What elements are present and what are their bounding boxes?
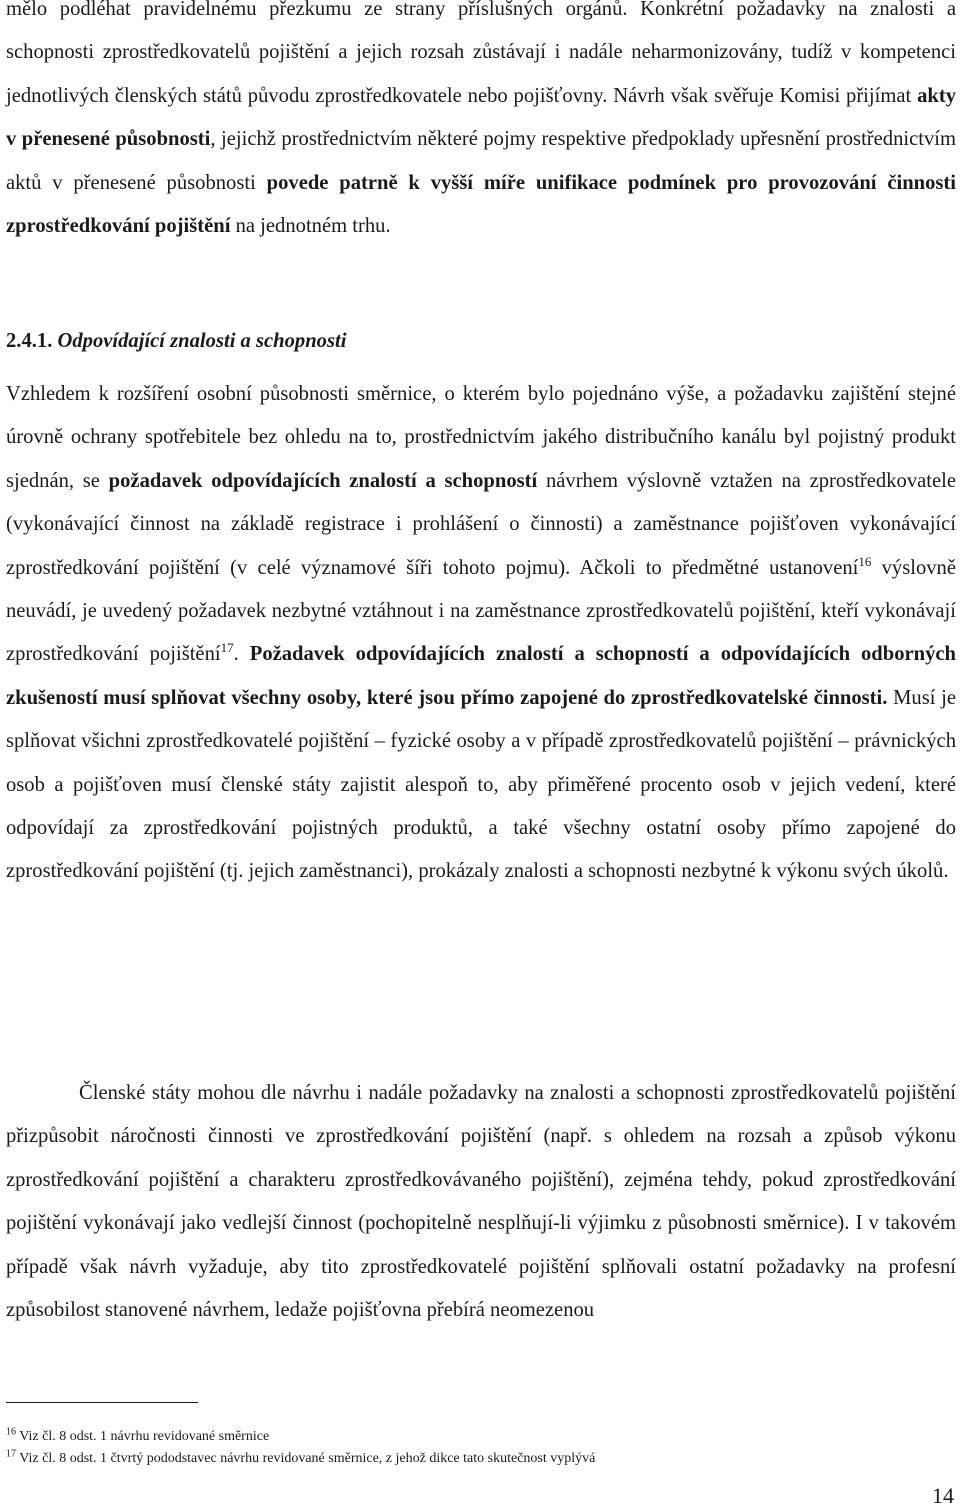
footnote-ref: 16 [858, 553, 872, 569]
bold-text: Požadavek odpovídajících znalostí a schopností a odpovídajících odborných zkušeností musí splňovat všechny osoby, které jsou přímo zapojené do zprostředkovatelské činnosti. [6, 643, 956, 709]
footnote-text: Viz čl. 8 odst. 1 čtvrtý pododstavec návrhu revidované směrnice, z jehož dikce tato skutečnost vyplývá [16, 1451, 596, 1466]
text-span: Vzhledem k rozšíření osobní působnosti směrnice, o kterém bylo pojednáno výše, a požadavku zajištění stejné úrovně ochrany spotřebitele bez ohledu na to, prostřednictvím jakého distribučního kanálu byl pojistný produkt sjednán, se [6, 383, 956, 492]
page-number: 14 [932, 1483, 954, 1508]
footnote-ref: 17 [220, 640, 234, 656]
footnote-16 [6, 1426, 946, 1448]
text-span: , jejichž prostřednictvím některé pojmy respektive předpoklady upřesnění prostřednictvím aktů v přenesené působnosti [6, 128, 956, 194]
footnote-divider [6, 1402, 198, 1403]
footnote-text: Viz čl. 8 odst. 1 návrhu revidované směrnice [16, 1429, 270, 1444]
text-span: . [233, 643, 250, 666]
footnote-number: 17 [6, 1448, 16, 1460]
footnote-17 [6, 1448, 946, 1470]
bold-text: požadavek odpovídajících znalostí a schopností [108, 469, 538, 492]
text-span: návrhem výslovně vztažen na zprostředkovatele (vykonávající činnost na základě registrace i prohlášení o činnosti) a zaměstnance pojišťoven vykonávající zprostředkování pojištění (v celé významové šíři tohoto pojmu). Ačkoli to předmětné ustanovení [6, 469, 956, 579]
paragraph-2 [6, 373, 956, 894]
section-title: Odpovídající znalosti a schopnosti [57, 330, 347, 352]
text-span: mělo podléhat pravidelnému přezkumu ze strany příslušných orgánů. Konkrétní požadavky na znalosti a schopnosti zprostředkovatelů pojištění a jejich rozsah zůstávají i nadále neharmonizovány, tudíž v kompetenci jednotlivých členských států původu zprostředkovatele nebo pojišťovny. Návrh však svěřuje Komisi přijímat [6, 0, 956, 107]
bold-text: akty v přenesené působnosti [6, 84, 956, 151]
paragraph-3 [6, 1072, 956, 1332]
bold-text: povede patrně k vyšší míře unifikace podmínek pro provozování činnosti zprostředkování pojištění [6, 171, 956, 238]
section-number: 2.4.1. [6, 330, 53, 352]
text-span: Členské státy mohou dle návrhu i nadále požadavky na znalosti a schopnosti zprostředkovatelů pojištění přizpůsobit náročnosti činnosti ve zprostředkování pojištění (např. s ohledem na rozsah a způsob výkonu zprostředkování pojištění a charakteru zprostředkovávaného pojištění), zejména tehdy, pokud zprostředkování pojištění vykonávají jako vedlejší činnost (pochopitelně nesplňují-li výjimku z působnosti směrnice). I v takovém případě však návrh vyžaduje, aby tito zprostředkovatelé pojištění splňovali ostatní požadavky na profesní způsobilost stanovené návrhem, ledaže pojišťovna přebírá neomezenou [6, 1082, 956, 1322]
section-heading [6, 320, 346, 363]
footnote-number: 16 [6, 1426, 16, 1438]
text-span: Musí je splňovat všichni zprostředkovatelé pojištění – fyzické osoby a v případě zprostředkovatelů pojištění – právnických osob a pojišťoven musí členské státy zajistit alespoň to, aby přiměřené procento osob v jejich vedení, které odpovídají za zprostředkování pojistných produktů, a také všechny ostatní osoby přímo zapojené do zprostředkování pojištění (tj. jejich zaměstnanci), prokázaly znalosti a schopnosti nezbytné k výkonu svých úkolů. [6, 686, 956, 883]
text-span: na jednotném trhu. [230, 215, 391, 238]
footnotes [6, 1426, 946, 1470]
text-span: výslovně neuvádí, je uvedený požadavek nezbytné vztáhnout i na zaměstnance zprostředkovatelů pojištění, kteří vykonávají zprostředkování pojištění [6, 556, 956, 666]
paragraph-1 [6, 0, 956, 248]
